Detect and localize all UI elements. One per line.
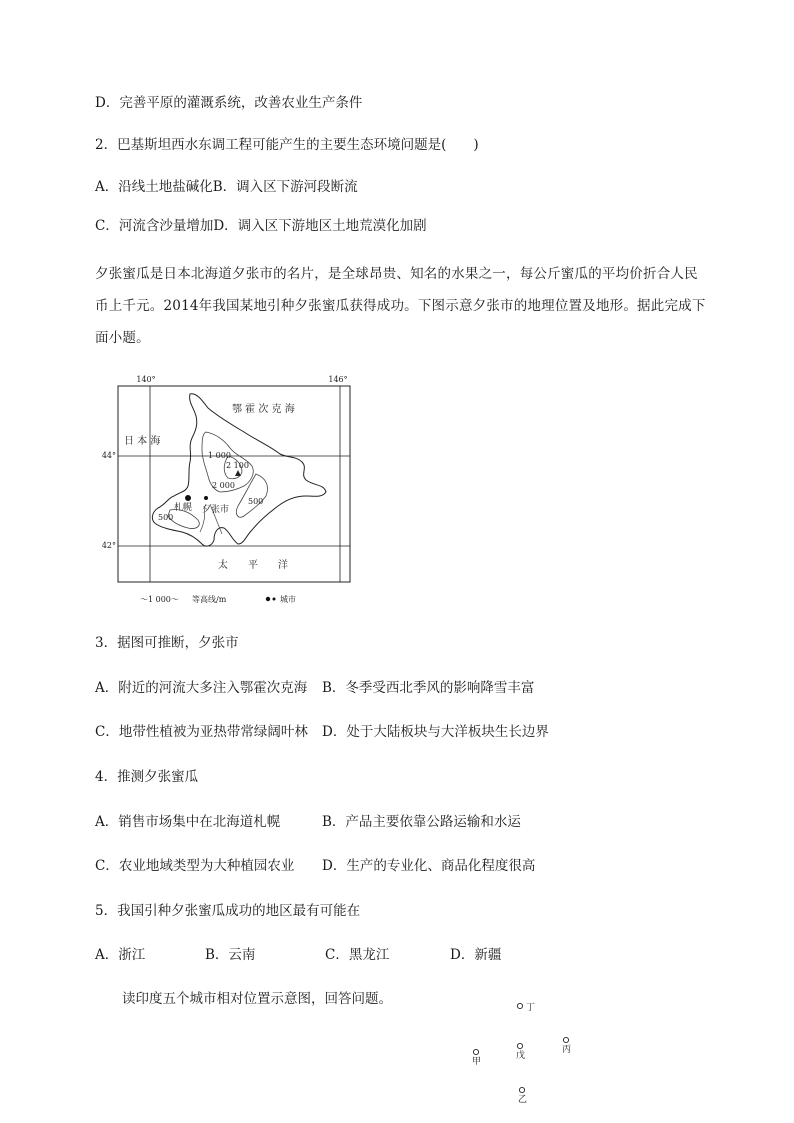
label-okhotsk-sea: 鄂 霍 次 克 海 [232,404,295,415]
label-city-jia: 甲 [472,1057,482,1067]
q4-option-c: C．农业地域类型为大种植园农业 [95,858,295,874]
q1-option-d: D．完善平原的灌溉系统，改善农业生产条件 [95,95,363,111]
legend-city-dot-large [266,597,270,601]
q5-stem: 5．我国引种夕张蜜瓜成功的地区最有可能在 [95,903,361,919]
label-city-ding: 丁 [526,1003,536,1013]
label-contour-500-west: 500 [158,513,174,522]
city-bing-marker [563,1037,568,1042]
label-lat-44: 44° [101,451,116,460]
label-city-sapporo: 札幌 [174,503,193,513]
hokkaido-map [101,374,360,610]
q5-option-c: C．黑龙江 [325,947,390,963]
label-lat-42: 42° [101,541,116,550]
label-city-bing: 丙 [562,1045,572,1055]
city-yi-marker [519,1087,524,1092]
city-ding-marker [517,1003,522,1008]
legend-contour-label: 等高线/m [192,595,227,604]
label-contour-2000: 2 000 [212,481,235,490]
label-pacific-ocean: 太 平 洋 [218,560,288,571]
city-yubari-dot [204,496,208,500]
q5-option-b: B．云南 [205,947,256,963]
city-wu-marker [517,1043,522,1048]
q3-option-c: C．地带性植被为亚热带常绿阔叶林 [95,724,308,740]
label-contour-2100: 2 100 [226,461,249,470]
q5-option-a: A．浙江 [95,947,146,963]
q4-stem: 4．推测夕张蜜瓜 [95,769,199,785]
label-city-yi: 乙 [518,1095,528,1105]
label-japan-sea: 日 本 海 [124,436,161,447]
q2-options-ab: A．沿线土地盐碱化B．调入区下游河段断流 [95,179,358,195]
label-lon-146: 146° [328,375,348,384]
q2-stem: 2．巴基斯坦西水东调工程可能产生的主要生态环境问题是( ) [95,137,479,153]
india-intro: 读印度五个城市相对位置示意图，回答问题。 [122,991,392,1007]
legend-contour-symbol: ～1 000～ [140,595,179,604]
city-sapporo-dot [185,495,191,501]
q3-option-a: A．附近的河流大多注入鄂霍次克海 [95,680,308,696]
q5-option-d: D．新疆 [450,947,502,963]
q4-option-d: D．生产的专业化、商品化程度很高 [322,858,536,874]
label-city-yubari: 夕张市 [202,505,230,515]
q3-option-d: D．处于大陆板块与大洋板块生长边界 [322,724,549,740]
india-cities-diagram [462,996,592,1116]
q4-option-b: B．产品主要依靠公路运输和水运 [322,814,521,830]
city-jia-marker [473,1049,478,1054]
passage-text: 夕张蜜瓜是日本北海道夕张市的名片，是全球昂贵、知名的水果之一，每公斤蜜瓜的平均价折合人民币上千元。2014年我国某地引种夕张蜜瓜获得成功。下图示意夕张市的地理位置及地形。据此完成下面小题。 [95,266,706,346]
legend-city-label: 城市 [280,595,296,604]
q2-options-cd: C．河流含沙量增加D．调入区下游地区土地荒漠化加剧 [95,218,427,234]
peak-icon [235,470,241,476]
legend-city-dot-small [273,598,276,601]
q3-option-b: B．冬季受西北季风的影响降雪丰富 [322,680,535,696]
label-contour-1000: 1 000 [208,451,231,460]
contour-500-east [236,474,267,517]
label-contour-500-east: 500 [248,497,264,506]
q4-option-a: A．销售市场集中在北海道札幌 [95,814,281,830]
label-lon-140: 140° [136,375,156,384]
label-city-wu: 戊 [516,1051,526,1061]
q3-stem: 3．据图可推断，夕张市 [95,635,239,651]
